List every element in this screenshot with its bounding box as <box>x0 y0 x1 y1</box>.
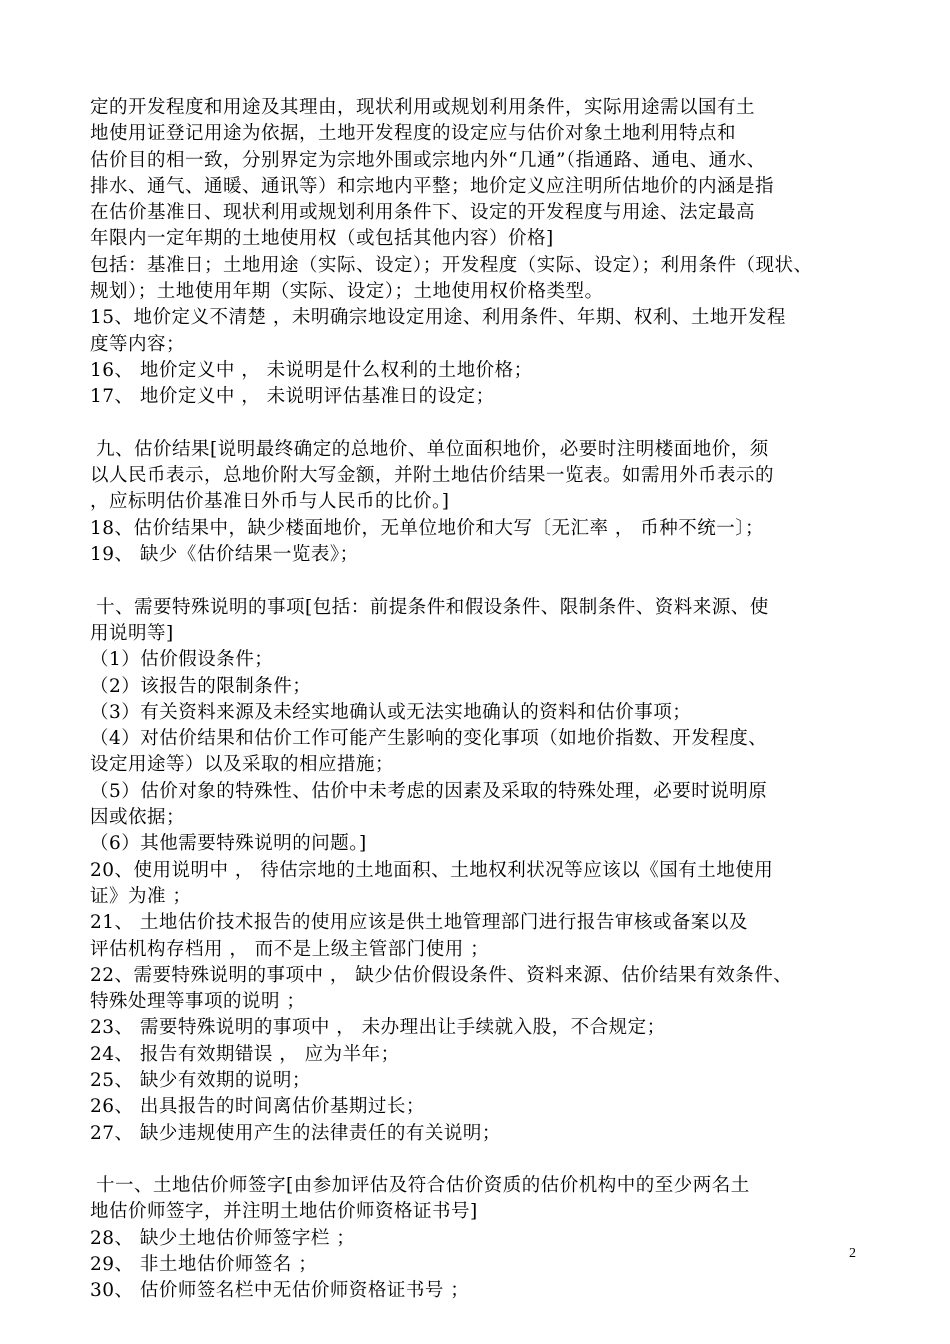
list-item: 29、 非土地估价师签名 ； <box>90 1254 318 1276</box>
sub-item: （6）其他需要特殊说明的问题。] <box>90 833 367 855</box>
text-line: 包括：基准日；土地用途（实际、设定）；开发程度（实际、设定）；利用条件（现状、 <box>90 254 813 276</box>
list-item: 30、 估价师签名栏中无估价师资格证书号 ； <box>90 1280 470 1302</box>
list-item-continued: 评估机构存档用 ， 而不是上级主管部门使用 ； <box>90 938 490 960</box>
list-item: 24、 报告有效期错误 ， 应为半年； <box>90 1043 400 1065</box>
list-item: 27、 缺少违规使用产生的法律责任的有关说明； <box>90 1122 501 1144</box>
list-item: 22、需要特殊说明的事项中 ， 缺少估价假设条件、资料来源、估价结果有效条件、 <box>90 964 793 986</box>
list-item: 15、地价定义不清楚 ，未明确宗地设定用途、利用条件、年期、权利、土地开发程 <box>90 307 786 329</box>
list-item: 23、 需要特殊说明的事项中 ， 未办理出让手续就入股，不合规定； <box>90 1017 666 1039</box>
text-line: 估价目的相一致，分别界定为宗地外围或宗地内外“几通”（指通路、通电、通水、 <box>90 149 766 171</box>
sub-item: （3）有关资料来源及未经实地确认或无法实地确认的资料和估价事项； <box>90 701 692 723</box>
section-heading: 十、需要特殊说明的事项[包括：前提条件和假设条件、限制条件、资料来源、使 <box>96 596 769 618</box>
list-item: 18、估价结果中，缺少楼面地价，无单位地价和大写〔无汇率 ， 币种不统一〕； <box>90 517 765 539</box>
sub-item: （4）对估价结果和估价工作可能产生影响的变化事项（如地价指数、开发程度、 <box>90 728 768 750</box>
text-line: ，应标明估价基准日外币与人民币的比价。] <box>90 491 450 513</box>
page-number: 2 <box>849 1246 856 1261</box>
paragraph-gap <box>90 411 880 437</box>
text-line: 定的开发程度和用途及其理由，现状利用或规划利用条件，实际用途需以国有土 <box>90 97 756 118</box>
paragraph-gap <box>90 1147 880 1173</box>
list-item: 20、使用说明中 ， 待估宗地的土地面积、土地权利状况等应该以《国有土地使用 <box>90 859 774 881</box>
sub-item: （2）该报告的限制条件； <box>90 675 312 697</box>
section-heading: 十一、土地估价师签字[由参加评估及符合估价资质的估价机构中的至少两名土 <box>96 1175 750 1197</box>
sub-item: （1）估价假设条件； <box>90 649 274 671</box>
list-item-continued: 特殊处理等事项的说明 ； <box>90 991 306 1013</box>
text-line: 排水、通气、通暖、通讯等）和宗地内平整；地价定义应注明所估地价的内涵是指 <box>90 175 775 197</box>
list-item: 16、 地价定义中 ， 未说明是什么权利的土地价格； <box>90 359 533 381</box>
paragraph-gap <box>90 568 880 594</box>
section-heading: 九、估价结果[说明最终确定的总地价、单位面积地价，必要时注明楼面地价，须 <box>96 438 769 460</box>
list-item: 17、 地价定义中 ， 未说明评估基准日的设定； <box>90 386 495 408</box>
text-line: 年限内一定年期的土地使用权（或包括其他内容）价格] <box>90 228 554 250</box>
text-line: 用说明等] <box>90 622 174 644</box>
text-line: 地使用证登记用途为依据，土地开发程度的设定应与估价对象土地利用特点和 <box>90 123 737 145</box>
land-price-definition-section <box>90 95 880 411</box>
list-item: 25、 缺少有效期的说明； <box>90 1069 311 1091</box>
sub-item-continued: 设定用途等）以及采取的相应措施； <box>90 754 395 776</box>
valuation-result-section <box>90 437 880 568</box>
list-item: 26、 出具报告的时间离估价基期过长； <box>90 1096 425 1118</box>
list-item-continued: 证》为准 ； <box>90 885 192 907</box>
text-line: 以人民币表示，总地价附大写金额，并附土地估价结果一览表。如需用外币表示的 <box>90 465 775 487</box>
list-item: 19、 缺少《估价结果一览表》； <box>90 544 359 566</box>
sub-item: （5）估价对象的特殊性、估价中未考虑的因素及采取的特殊处理，必要时说明原 <box>90 780 768 802</box>
document-body <box>90 95 880 1305</box>
list-item: 28、 缺少土地估价师签字栏 ； <box>90 1227 356 1249</box>
sub-item-continued: 因或依据； <box>90 807 186 829</box>
text-line: 在估价基准日、现状利用或规划利用条件下、设定的开发程度与用途、法定最高 <box>90 202 756 224</box>
text-line: 规划）；土地使用年期（实际、设定）；土地使用权价格类型。 <box>90 281 604 303</box>
list-item: 21、 土地估价技术报告的使用应该是供土地管理部门进行报告审核或备案以及 <box>90 912 748 934</box>
list-item-continued: 度等内容； <box>90 333 186 355</box>
special-notes-section <box>90 595 880 1147</box>
text-line: 地估价师签字，并注明土地估价师资格证书号] <box>90 1201 478 1223</box>
appraiser-signature-section <box>90 1173 880 1304</box>
